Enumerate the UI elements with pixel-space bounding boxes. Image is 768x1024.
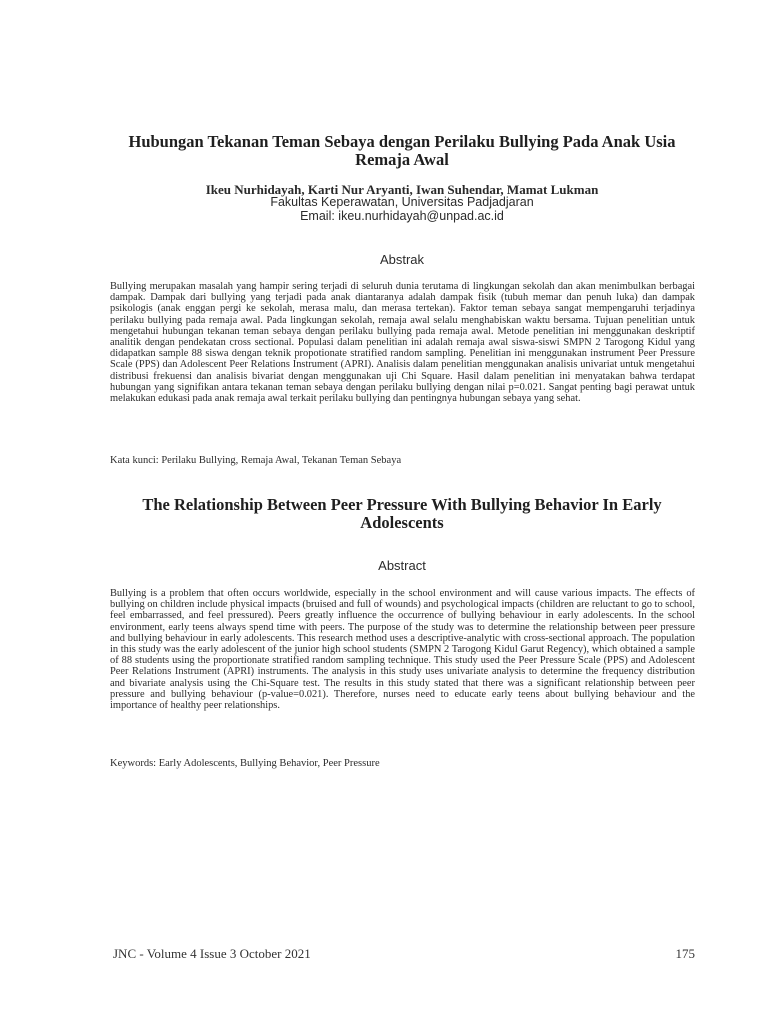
kata-kunci: Kata kunci: Perilaku Bullying, Remaja Awal, Tekanan Teman Sebaya xyxy=(110,455,402,466)
abstract-body: Bullying is a problem that often occurs worldwide, especially in the school environment and will cause various impacts. The effects of bullying on children include physical impacts (bruised and full of wounds) and psychological impacts (children are reluctant to go to school, feel embarrassed, and feel pressured). Peers greatly influence the occurrence of bullying behaviour in early adolescents. In the school environment, early teens always spend time with peers. The purpose of the study was to determine the relationship between peer pressure and bullying behaviour in early adolescents. This research method uses a descriptive-analytic with cross-sectional approach. The population in this study was the early adolescent of the junior high school students (SMPN 2 Tarogong Kidul Garut Regency), which obtained a sample of 88 students using the proportionate stratified random sampling technique. This study used the Peer Pressure Scale (PPS) and Adolescent Peer Relations Instrument (APRI) instruments. The analysis in this study uses univariate analysis to determine the frequency distribution and bivariate analysis using the Chi-Square test. The results in this study stated that there was a significant relationship between peer pressure and bullying behaviour (p-value=0.021). Therefore, nurses need to educate early teens about bullying behaviour and the importance of healthy peer relationships. xyxy=(110,588,695,712)
abstract-heading: Abstract xyxy=(378,558,426,573)
abstrak-heading: Abstrak xyxy=(379,252,425,267)
keywords: Keywords: Early Adolescents, Bullying Behavior, Peer Pressure xyxy=(110,758,380,769)
affiliation: Fakultas Keperawatan, Universitas Padjadjaran xyxy=(270,195,534,209)
indonesian-title: Hubungan Tekanan Teman Sebaya dengan Perilaku Bullying Pada Anak Usia Remaja Awal xyxy=(128,132,676,169)
abstrak-body: Bullying merupakan masalah yang hampir sering terjadi di seluruh dunia terutama di lingkungan sekolah dan akan menimbulkan berbagai dampak. Dampak dari bullying yang terjadi pada anak diantaranya adalah dampak fisik (tubuh memar dan penuh luka) dan dampak psikologis (anak enggan pergi ke sekolah, merasa malu, dan merasa tertekan). Faktor teman sebaya sangat mempengaruhi terjadinya perilaku bullying pada remaja awal. Pada lingkungan sekolah, remaja awal selalu menghabiskan waktu bersama. Tujuan penelitian untuk mengetahui hubungan tekanan teman sebaya dengan perilaku bullying pada remaja awal. Metode penelitian ini menggunakan deskriptif analitik dengan pendekatan cross sectional. Populasi dalam penelitian ini adalah remaja awal siswa-siswi SMPN 2 Tarogong Kidul yang didapatkan sample 88 siswa dengan teknik propotionate stratified random sampling. Penelitian ini menggunakan instrument Peer Pressure Scale (PPS) dan Adolescent Peer Relations Instrument (APRI). Analisis dalam penelitian menggunakan analisis univariat untuk mengetahui distribusi frekuensi dan analisis bivariat dengan menggunakan uji Chi Square. Hasil dalam penelitian ini menyatakan bahwa terdapat hubungan yang signifikan antara tekanan teman sebaya dengan perilaku bullying dengan nilai p=0.021. Sangat penting bagi perawat untuk melakukan edukasi pada anak remaja awal terkait perilaku bullying dan pentingnya hubungan sebaya yang sehat. xyxy=(110,281,695,405)
page-number: 175 xyxy=(675,946,695,961)
english-title: The Relationship Between Peer Pressure With Bullying Behavior In Early Adolescents xyxy=(142,495,662,532)
authors: Ikeu Nurhidayah, Karti Nur Aryanti, Iwan Suhendar, Mamat Lukman xyxy=(205,182,599,197)
email: Email: ikeu.nurhidayah@unpad.ac.id xyxy=(300,209,504,223)
journal-footer: JNC - Volume 4 Issue 3 October 2021 xyxy=(113,946,311,961)
